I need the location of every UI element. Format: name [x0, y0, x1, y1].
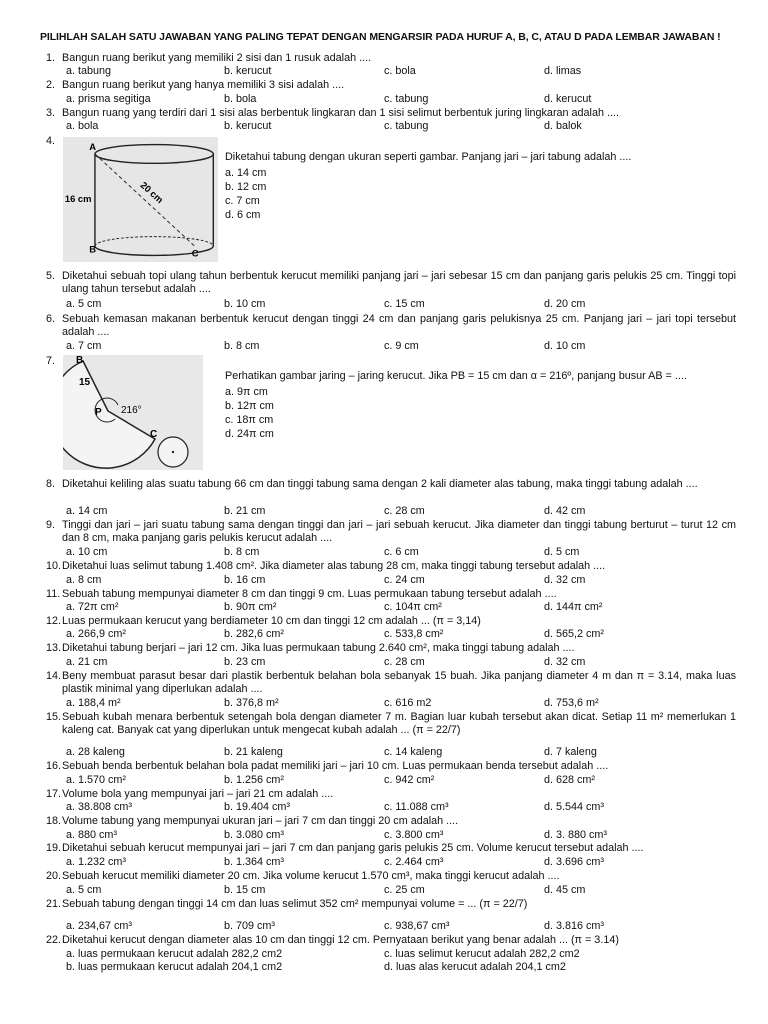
label-c: C	[150, 429, 158, 440]
question-stem: Diketahui tabung berjari – jari 12 cm. Jika luas permukaan tabung 2.640 cm², maka tinggi tabung adalah ....	[62, 642, 575, 654]
option-d[interactable]: d. 3.696 cm³	[544, 856, 605, 868]
option-a[interactable]: a. bola	[66, 120, 99, 132]
option-c[interactable]: c. 938,67 cm³	[384, 920, 450, 932]
question-number: 22.	[46, 934, 62, 946]
option-c[interactable]: c. 28 cm	[384, 656, 425, 668]
option-c[interactable]: c. 104π cm²	[384, 601, 442, 613]
option-b[interactable]: b. 23 cm	[224, 656, 266, 668]
question-19	[46, 842, 736, 855]
label-height: 16 cm	[64, 192, 92, 204]
question-number: 1.	[46, 52, 56, 64]
option-c[interactable]: c. 25 cm	[384, 884, 425, 896]
question-stem: Tinggi dan jari – jari suatu tabung sama dengan tinggi dan jari – jari sebuah kerucut. Jika diameter dan tinggi tabung berturut – turut 12 cm dan 8 cm, maka panjang garis pelukis kerucut adalah ....	[62, 519, 736, 544]
option-a[interactable]: a. 9π cm	[225, 386, 268, 398]
option-a[interactable]: a. 266,9 cm²	[66, 628, 127, 640]
question-number: 10.	[46, 560, 62, 572]
question-number: 11.	[46, 588, 61, 600]
option-d[interactable]: d. 5 cm	[544, 546, 580, 558]
question-5	[46, 270, 736, 296]
question-number: 8.	[46, 478, 56, 490]
question-17	[46, 788, 736, 801]
option-d[interactable]: d. 45 cm	[544, 884, 586, 896]
option-a[interactable]: a. 8 cm	[66, 574, 102, 586]
answer-options	[66, 746, 736, 759]
question-number: 7.	[46, 355, 56, 367]
question-stem: Beny membuat parasut besar dari plastik berbentuk belahan bola sebanyak 15 buah. Jika panjang diameter 4 m dan π = 3.14, maka luas plastik minimal yang diperlukan adalah ....	[62, 670, 736, 695]
question-stem: Sebuah benda berbentuk belahan bola padat memiliki jari – jari 10 cm. Luas permukaan benda tersebut adalah ....	[62, 760, 609, 772]
option-d[interactable]: d. 6 cm	[225, 209, 261, 221]
option-c[interactable]: c. 15 cm	[384, 298, 425, 310]
answer-options	[66, 656, 736, 669]
option-b[interactable]: b. 12π cm	[225, 400, 274, 412]
option-b[interactable]: b. 21 kaleng	[224, 746, 283, 758]
option-d[interactable]: d. limas	[544, 65, 582, 77]
question-stem-block	[225, 150, 631, 222]
question-stem: Sebuah kubah menara berbentuk setengah bola dengan diameter 7 m. Bagian luar kubah tersebut akan dicat. Setiap 11 m² memerlukan 1 kaleng cat. Banyak cat yang diperlukan untuk mengecat kubah adalah ... (π = 22/7)	[62, 711, 736, 736]
option-a[interactable]: a. 7 cm	[66, 340, 102, 352]
question-stem: Bangun ruang berikut yang memiliki 2 sisi dan 1 rusuk adalah ....	[62, 52, 372, 64]
question-22	[46, 934, 736, 947]
question-number: 13.	[46, 642, 62, 654]
option-d[interactable]: d. 32 cm	[544, 656, 586, 668]
question-14	[46, 670, 736, 696]
option-c[interactable]: c. 3.800 cm³	[384, 829, 444, 841]
option-c[interactable]: c. tabung	[384, 120, 429, 132]
option-b[interactable]: b. 282,6 cm²	[224, 628, 285, 640]
question-stem: Diketahui kerucut dengan diameter alas 10 cm dan tinggi 12 cm. Pernyataan berikut yang benar adalah ... (π = 3.14)	[62, 934, 619, 946]
label-p: P	[95, 407, 102, 418]
question-number: 3.	[46, 107, 56, 119]
option-c[interactable]: c. 18π cm	[225, 414, 274, 426]
question-number: 4.	[46, 135, 56, 147]
option-b[interactable]: b. luas permukaan kerucut adalah 204,1 cm2	[66, 961, 283, 973]
question-16	[46, 760, 736, 773]
option-d[interactable]: d. 565,2 cm²	[544, 628, 605, 640]
question-6	[46, 313, 736, 339]
cone-net-figure	[63, 355, 203, 470]
question-stem: Sebuah kerucut memiliki diameter 20 cm. Jika volume kerucut 1.570 cm³, maka tinggi kerucut adalah ....	[62, 870, 560, 882]
question-number: 6.	[46, 313, 56, 325]
option-c[interactable]: c. 9 cm	[384, 340, 419, 352]
answer-options	[66, 65, 736, 78]
question-stem: Bangun ruang berikut yang hanya memiliki 3 sisi adalah ....	[62, 79, 345, 91]
option-b[interactable]: b. 15 cm	[224, 884, 266, 896]
question-stem: Diketahui sebuah kerucut mempunyai jari – jari 7 cm dan panjang garis pelukis 25 cm. Volume kerucut tersebut adalah ....	[62, 842, 644, 854]
label-c: C	[191, 247, 199, 259]
option-a[interactable]: a. 14 cm	[225, 167, 267, 179]
option-c[interactable]: c. luas selimut kerucut adalah 282,2 cm2	[384, 948, 580, 960]
answer-options	[66, 298, 736, 311]
option-d[interactable]: d. 5.544 cm³	[544, 801, 605, 813]
option-c[interactable]: c. tabung	[384, 93, 429, 105]
question-stem: Sebuah tabung mempunyai diameter 8 cm dan tinggi 9 cm. Luas permukaan tabung tersebut adalah ....	[62, 588, 557, 600]
option-b[interactable]: b. 1.364 cm³	[224, 856, 285, 868]
option-b[interactable]: b. 21 cm	[224, 505, 266, 517]
option-c[interactable]: c. 942 cm²	[384, 774, 435, 786]
option-b[interactable]: b. 3.080 cm³	[224, 829, 285, 841]
option-d[interactable]: d. kerucut	[544, 93, 592, 105]
option-c[interactable]: c. bola	[384, 65, 416, 77]
option-a[interactable]: a. 72π cm²	[66, 601, 119, 613]
option-d[interactable]: d. 3. 880 cm³	[544, 829, 608, 841]
answer-options	[66, 856, 736, 869]
option-d[interactable]: d. 753,6 m²	[544, 697, 599, 709]
option-d[interactable]: d. 10 cm	[544, 340, 586, 352]
option-b[interactable]: b. 1.256 cm²	[224, 774, 285, 786]
question-stem: Diketahui keliling alas suatu tabung 66 cm dan tinggi tabung sama dengan 2 kali diameter alas tabung, maka tinggi tabung adalah ....	[62, 478, 698, 490]
option-b[interactable]: b. 12 cm	[225, 181, 267, 193]
option-d[interactable]: d. 628 cm²	[544, 774, 596, 786]
label-b: B	[76, 355, 84, 366]
question-number: 20.	[46, 870, 62, 882]
option-b[interactable]: b. 8 cm	[224, 546, 260, 558]
option-d[interactable]: d. 24π cm	[225, 428, 274, 440]
question-11	[46, 588, 736, 601]
option-d[interactable]: d. 42 cm	[544, 505, 586, 517]
option-a[interactable]: a. 234,67 cm³	[66, 920, 133, 932]
option-b[interactable]: b. kerucut	[224, 65, 272, 77]
question-number: 21.	[46, 898, 62, 910]
question-stem: Diketahui tabung dengan ukuran seperti gambar. Panjang jari – jari tabung adalah ....	[225, 151, 632, 163]
question-15	[46, 711, 736, 737]
question-13	[46, 642, 736, 655]
question-stem: Volume bola yang mempunyai jari – jari 21 cm adalah ....	[62, 788, 334, 800]
answer-options	[66, 920, 736, 933]
option-a[interactable]: a. 38.808 cm³	[66, 801, 133, 813]
option-c[interactable]: c. 11.088 cm³	[384, 801, 449, 813]
answer-options	[66, 546, 736, 559]
answer-options	[66, 774, 736, 787]
question-8	[46, 478, 736, 491]
answer-options	[66, 340, 736, 353]
label-b: B	[89, 243, 97, 255]
answer-options	[66, 884, 736, 897]
option-a[interactable]: a. 1.232 cm³	[66, 856, 127, 868]
option-a[interactable]: a. 21 cm	[66, 656, 108, 668]
question-number: 14.	[46, 670, 62, 682]
question-number: 12.	[46, 615, 62, 627]
answer-options	[66, 601, 736, 614]
option-b[interactable]: b. 8 cm	[224, 340, 260, 352]
option-b[interactable]: b. 19.404 cm³	[224, 801, 291, 813]
option-d[interactable]: d. 3.816 cm³	[544, 920, 605, 932]
question-number: 2.	[46, 79, 56, 91]
option-c[interactable]: c. 24 cm	[384, 574, 425, 586]
option-b[interactable]: b. 10 cm	[224, 298, 266, 310]
option-a[interactable]: a. 1.570 cm²	[66, 774, 127, 786]
option-a[interactable]: a. 28 kaleng	[66, 746, 125, 758]
answer-options	[66, 505, 736, 518]
question-stem: Sebuah kemasan makanan berbentuk kerucut dengan tinggi 24 cm dan panjang garis pelukisnya 25 cm. Panjang jari – jari topi tersebut adalah ....	[62, 313, 736, 338]
answer-options	[66, 93, 736, 106]
cylinder-svg	[63, 137, 218, 262]
question-2	[46, 79, 736, 92]
question-stem: Bangun ruang yang terdiri dari 1 sisi alas berbentuk lingkaran dan 1 sisi selimut berbentuk juring lingkaran adalah ....	[62, 107, 619, 119]
question-number: 16.	[46, 760, 62, 772]
label-angle: 216°	[121, 405, 142, 416]
option-b[interactable]: b. 709 cm³	[224, 920, 276, 932]
question-stem: Sebuah tabung dengan tinggi 14 cm dan luas selimut 352 cm² mempunyai volume = ... (π = 22/7)	[62, 898, 528, 910]
cone-net-svg	[63, 355, 203, 470]
option-c[interactable]: c. 6 cm	[384, 546, 419, 558]
question-stem: Perhatikan gambar jaring – jaring kerucut. Jika PB = 15 cm dan α = 216º, panjang busur AB = ....	[225, 370, 687, 382]
question-18	[46, 815, 736, 828]
option-b[interactable]: b. kerucut	[224, 120, 272, 132]
question-12	[46, 615, 736, 628]
option-a[interactable]: a. 188,4 m²	[66, 697, 121, 709]
instruction-header: PILIHLAH SALAH SATU JAWABAN YANG PALING TEPAT DENGAN MENGARSIR PADA HURUF A, B, C, ATAU D PADA LEMBAR JAWABAN !	[40, 31, 721, 43]
question-number: 9.	[46, 519, 56, 531]
question-number: 18.	[46, 815, 62, 827]
option-c[interactable]: c. 7 cm	[225, 195, 260, 207]
question-9	[46, 519, 736, 545]
option-a[interactable]: a. 5 cm	[66, 884, 102, 896]
option-d[interactable]: d. 144π cm²	[544, 601, 603, 613]
option-b[interactable]: b. 16 cm	[224, 574, 266, 586]
answer-options	[66, 120, 736, 133]
option-d[interactable]: d. 32 cm	[544, 574, 586, 586]
question-number: 19.	[46, 842, 62, 854]
option-c[interactable]: c. 28 cm	[384, 505, 425, 517]
option-b[interactable]: b. bola	[224, 93, 257, 105]
option-a[interactable]: a. luas permukaan kerucut adalah 282,2 cm2	[66, 948, 283, 960]
answer-options	[66, 697, 736, 710]
option-a[interactable]: a. 10 cm	[66, 546, 108, 558]
option-a[interactable]: a. tabung	[66, 65, 112, 77]
option-d[interactable]: d. 20 cm	[544, 298, 586, 310]
option-c[interactable]: c. 14 kaleng	[384, 746, 443, 758]
option-a[interactable]: a. 880 cm³	[66, 829, 118, 841]
option-d[interactable]: d. 7 kaleng	[544, 746, 597, 758]
option-d[interactable]: d. luas alas kerucut adalah 204,1 cm2	[384, 961, 566, 973]
option-c[interactable]: c. 533,8 cm²	[384, 628, 444, 640]
question-3	[46, 107, 736, 120]
answer-options	[66, 574, 736, 587]
label-length: 15	[79, 377, 91, 388]
option-b[interactable]: b. 90π cm²	[224, 601, 277, 613]
question-stem: Luas permukaan kerucut yang berdiameter 10 cm dan tinggi 12 cm adalah ... (π = 3,14)	[62, 615, 481, 627]
question-number: 15.	[46, 711, 62, 723]
option-c[interactable]: c. 616 m2	[384, 697, 432, 709]
question-21	[46, 898, 736, 911]
question-number: 5.	[46, 270, 56, 282]
answer-options	[66, 801, 736, 814]
question-stem: Diketahui luas selimut tabung 1.408 cm². Jika diameter alas tabung 28 cm, maka tinggi tabung tersebut adalah ....	[62, 560, 606, 572]
label-diagonal: 20 cm	[138, 179, 166, 206]
option-b[interactable]: b. 376,8 m²	[224, 697, 279, 709]
label-a: A	[89, 141, 97, 153]
question-stem: Volume tabung yang mempunyai ukuran jari – jari 7 cm dan tinggi 20 cm adalah ....	[62, 815, 459, 827]
option-a[interactable]: a. 14 cm	[66, 505, 108, 517]
question-1	[46, 52, 736, 65]
question-stem: Diketahui sebuah topi ulang tahun berbentuk kerucut memiliki panjang jari – jari sebesar 15 cm dan panjang garis pelukis 25 cm. Tinggi topi ulang tahun tersebut adalah ....	[62, 270, 736, 295]
question-stem-block	[225, 369, 687, 441]
cylinder-figure	[63, 137, 218, 262]
answer-options	[66, 829, 736, 842]
option-a[interactable]: a. prisma segitiga	[66, 93, 151, 105]
question-number: 17.	[46, 788, 62, 800]
option-d[interactable]: d. balok	[544, 120, 582, 132]
question-20	[46, 870, 736, 883]
option-c[interactable]: c. 2.464 cm³	[384, 856, 444, 868]
question-10	[46, 560, 736, 573]
answer-options	[66, 628, 736, 641]
option-a[interactable]: a. 5 cm	[66, 298, 102, 310]
